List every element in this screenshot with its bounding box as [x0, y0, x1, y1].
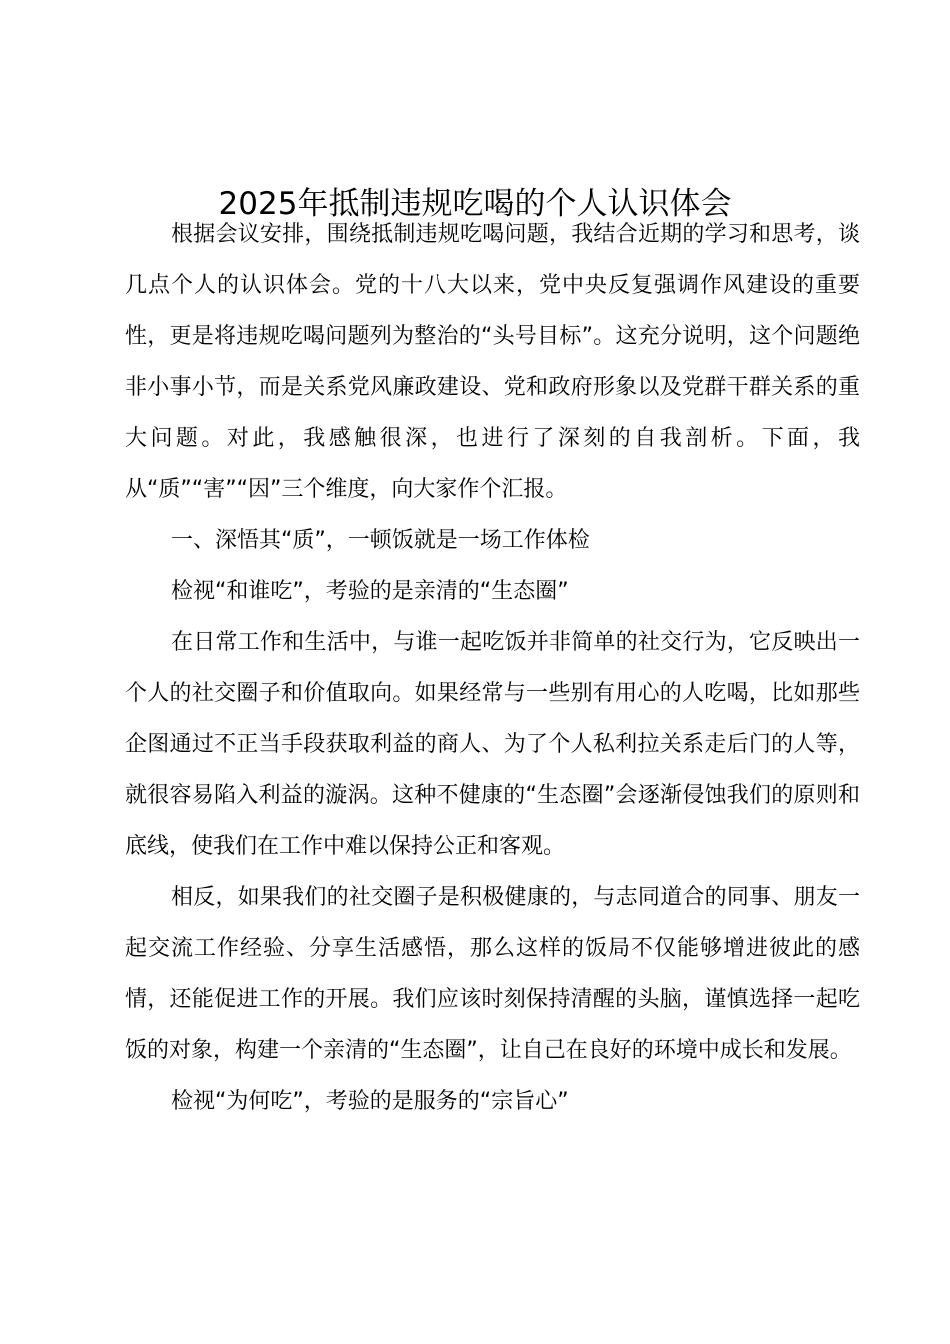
paragraph-who-2: 相反，如果我们的社交圈子是积极健康的，与志同道合的同事、朋友一起交流工作经验、分享生活感悟，那么这样的饭局不仅能够增进彼此的感情，还能促进工作的开展。我们应该时刻保持清醒的头脑，谨慎选择一起吃饭的对象，构建一个亲清的“生态圈”，让自己在良好的环境中成长和发展。: [125, 885, 860, 1063]
subheading-who: 检视“和谁吃”，考验的是亲清的“生态圈”: [171, 579, 569, 604]
document-body: [125, 209, 860, 1127]
document-title: 2025年抵制违规吃喝的个人认识体会: [218, 186, 732, 222]
paragraph-who-1: 在日常工作和生活中，与谁一起吃饭并非简单的社交行为，它反映出一个人的社交圈子和价值取向。如果经常与一些别有用心的人吃喝，比如那些企图通过不正当手段获取利益的商人、为了个人私利拉关系走后门的人等，就很容易陷入利益的漩涡。这种不健康的“生态圈”会逐渐侵蚀我们的原则和底线，使我们在工作中难以保持公正和客观。: [125, 630, 860, 859]
section-heading-1: 一、深悟其“质”，一顿饭就是一场工作体检: [171, 528, 590, 553]
subheading-why: 检视“为何吃”，考验的是服务的“宗旨心”: [171, 1089, 569, 1114]
paragraph-intro: 根据会议安排，围绕抵制违规吃喝问题，我结合近期的学习和思考，谈几点个人的认识体会。党的十八大以来，党中央反复强调作风建设的重要性，更是将违规吃喝问题列为整治的“头号目标”。这充分说明，这个问题绝非小事小节，而是关系党风廉政建设、党和政府形象以及党群干群关系的重大问题。对此，我感触很深，也进行了深刻的自我剖析。下面，我从“质”“害”“因”三个维度，向大家作个汇报。: [125, 222, 860, 502]
